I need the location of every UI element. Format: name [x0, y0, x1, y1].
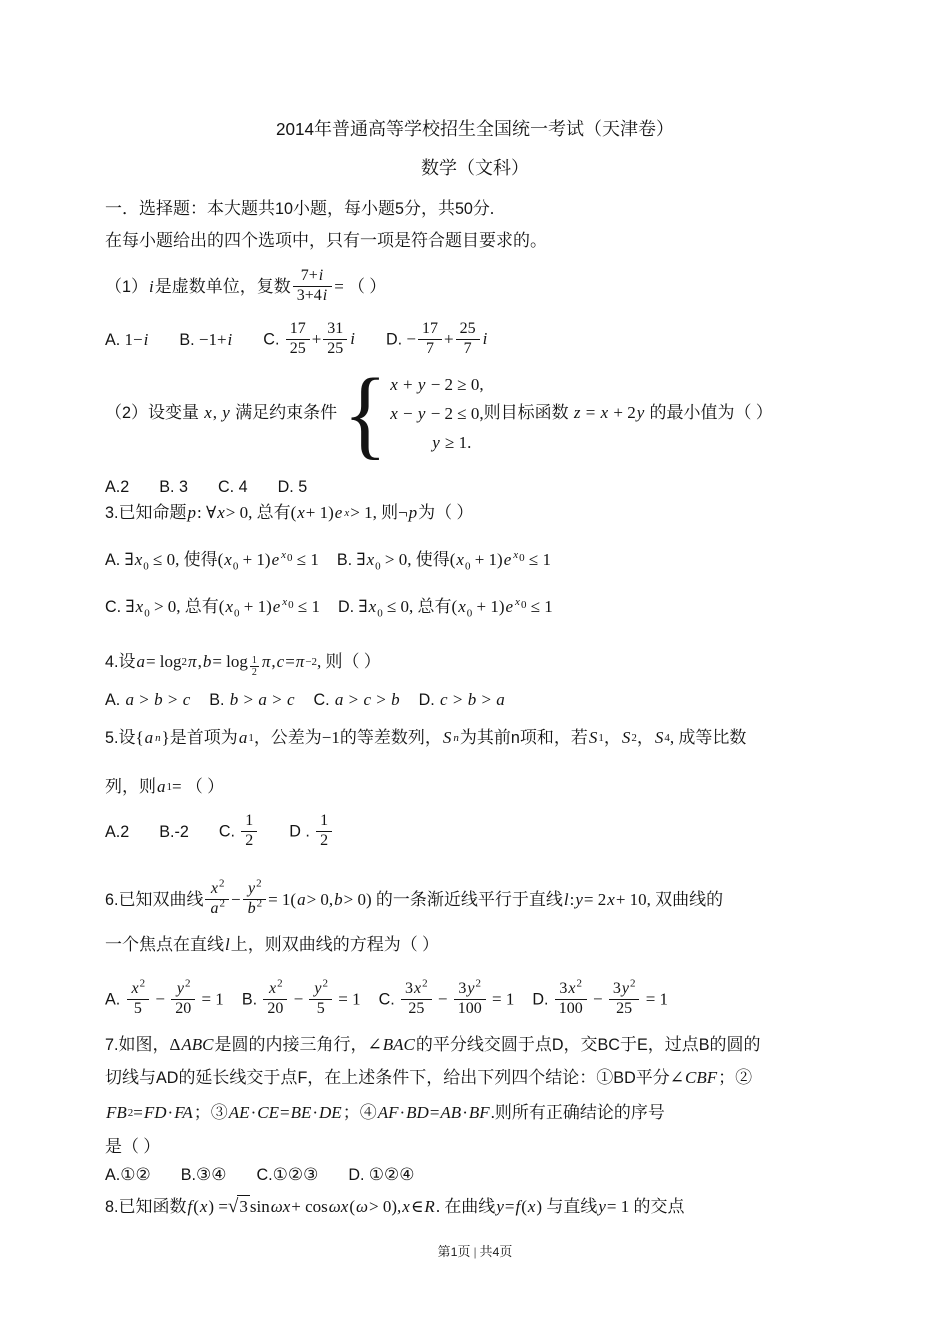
- q5-stem-line-2: 列，则 a 1 = （ ）: [105, 776, 225, 796]
- q6-option-d: D. $\frac{3x^2}{100}$ − $\frac{3y^2}{25}$ = 1: [532, 977, 669, 1017]
- q6-option-c: C. $\frac{3x^2}{25}$ − $\frac{3y^2}{100}$ = 1: [378, 977, 515, 1017]
- q3-option-c: C. $\exists x_0 > 0$, 总有$(x_0 + 1)e$ $^{x_0}$ ≤ 1: [105, 596, 321, 620]
- q7-stem-line-4: 是（ ）: [105, 1136, 161, 1156]
- q4-option-c: C. a > c > b: [313, 689, 400, 709]
- q3-stem: 3. 已知命题 p : ∀ x > 0, 总有( x + 1) e x > 1, 则¬ p 为（ ）: [105, 502, 474, 522]
- page-footer: 第 1 页 | 共 4 页: [437, 1243, 513, 1259]
- exam-subtitle: 数学（文科）: [421, 158, 529, 179]
- q7-stem-line-2: 切线与 AD 的延长线交于点 F ，在上述条件下，给出下列四个结论：① BD 平分∠ CBF ；②: [105, 1067, 753, 1087]
- q7-option-c: C.①②③: [256, 1164, 319, 1184]
- q6-stem-line-1: 6. 已知双曲线 $x^2$ $a^2$ − $y^2$ $b^2$ = 1( a > 0, b > 0) 的一条渐近线平行于直线 l : y = 2 x + 10, 双曲线的: [105, 877, 724, 917]
- q1-option-c: C. $\frac{17}{25}$ + $\frac{31}{25}$ i: [263, 319, 356, 357]
- q5-option-b: B.-2: [159, 822, 189, 841]
- exam-title: 2014 年普通高等学校招生全国统一考试（天津卷）: [275, 119, 675, 140]
- q7-option-b: B.③④: [180, 1164, 227, 1184]
- q1-option-a: A. 1−i: [105, 329, 149, 349]
- q3-option-b: B. $\exists x_0 > 0$, 使得$(x_0 + 1)e$ $^{x_0}$ ≤ 1: [336, 549, 551, 573]
- q7-option-d: D. ①②④: [348, 1164, 415, 1184]
- q3-option-a: A. $\exists x_0 \le 0$, 使得$(x_0 + 1)e$ $^{x_0}$ ≤ 1: [105, 549, 319, 573]
- q2-constraint-3: y ≥ 1.: [432, 432, 472, 452]
- q3-option-d: D. $\exists x_0 \le 0$, 总有$(x_0 + 1)e$ $^{x_0}$ ≤ 1: [338, 596, 553, 620]
- q2-stem-pre: （2）设变量 x, y 满足约束条件: [105, 402, 338, 422]
- q5-options: [105, 805, 364, 859]
- q2-option-d: D. 5: [277, 477, 308, 496]
- q5-option-c: C. $\frac{1}{2}$: [219, 813, 259, 852]
- q5-option-d: D . $\frac{1}{2}$: [289, 813, 334, 852]
- q1-option-b: B. −1+i: [179, 329, 233, 349]
- q2-constraint-system: [389, 370, 483, 457]
- q4-option-d: D. c > b > a: [418, 689, 505, 709]
- q4-option-b: B. b > a > c: [209, 689, 295, 709]
- q1-options: [105, 311, 518, 369]
- q4-option-a: A. a > b > c: [105, 689, 191, 709]
- q6-option-a: A. $\frac{x^2}{5}$ − $\frac{y^2}{20}$ = 1: [105, 977, 224, 1017]
- q6-stem-line-2: 一个焦点在直线 l 上，则双曲线的方程为（ ）: [105, 934, 439, 954]
- q3-options-row-1: [105, 540, 569, 580]
- q5-option-a: A.2: [105, 822, 130, 841]
- q2-constraint-2: x − y − 2 ≤ 0,: [390, 403, 484, 423]
- q2-stem-post: 则目标函数 z = x + 2y 的最小值为（ ）: [483, 402, 773, 422]
- q2-options: [105, 474, 337, 500]
- q3-options-row-2: [105, 587, 571, 627]
- q1-stem: （ 1 ） i 是虚数单位，复数 7+i 3+4i = （ ）: [105, 266, 387, 304]
- q2-option-a: A.2: [105, 477, 130, 496]
- q1-option-d: D. − $\frac{17}{7}$ + $\frac{25}{7}$ i: [386, 319, 488, 357]
- q5-stem-line-1: 5. 设{ a n }是首项为 a 1 ，公差为−1的等差数列， S n 为其前 n 项和，若 S 1 ， S 2 ， S 4 , 成等比数: [105, 727, 747, 747]
- q7-option-a: A.①②: [105, 1164, 151, 1184]
- q6-option-b: B. $\frac{x^2}{20}$ − $\frac{y^2}{5}$ = 1: [241, 977, 361, 1017]
- q7-stem-line-1: 7. 如图，Δ ABC 是圆的内接三角行，∠ BAC 的平分线交圆于点 D ，交 BC 于 E ，过点 B 的圆的: [105, 1034, 761, 1054]
- q8-stem: 8. 已知函数 f ( x ) = √ 3 sin ωx + cos ωx ( ω > 0), x ∈ R . 在曲线 y = f ( x ) 与直线 y = 1 的交点: [105, 1195, 685, 1217]
- section-heading: 一．选择题：本大题共 10 小题，每小题 5 分，共 50 分.: [105, 198, 495, 218]
- section-note: 在每小题给出的四个选项中，只有一项是符合题目要求的。: [105, 230, 547, 250]
- q2-option-c: C. 4: [217, 477, 248, 496]
- q7-stem-line-3: FB 2 = FD · FA ；③ AE · CE = BE · DE ；④ AF · BD = AB · BF .则所有正确结论的序号: [106, 1102, 665, 1122]
- q6-options: [105, 971, 686, 1029]
- q4-stem: 4. 设 a = log 2 π , b = log $\frac{1}{2}$ π , c = π −2 , 则（ ）: [105, 651, 381, 678]
- q2-stem: [105, 357, 773, 468]
- q2-constraint-1: x + y − 2 ≥ 0,: [390, 374, 484, 394]
- q7-options: [105, 1162, 445, 1188]
- q2-system-brace: {: [343, 357, 388, 468]
- q2-option-b: B. 3: [159, 477, 188, 496]
- q4-options: [105, 686, 524, 714]
